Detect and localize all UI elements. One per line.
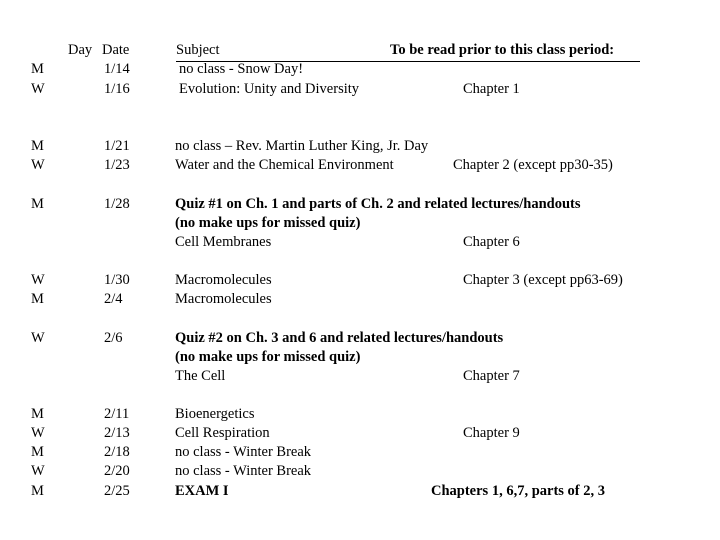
- header-subject: Subject: [176, 42, 220, 58]
- row-subject-topic: Cell Membranes: [175, 234, 272, 250]
- row-day: M: [31, 196, 44, 212]
- row-day: M: [31, 483, 44, 499]
- row-day: W: [31, 157, 45, 173]
- row-date: 1/16: [104, 81, 130, 97]
- row-date: 1/21: [104, 138, 130, 154]
- row-subject-topic: The Cell: [175, 368, 226, 384]
- row-date: 2/20: [104, 463, 130, 479]
- row-subject: Macromolecules: [175, 291, 272, 307]
- row-subject: no class – Rev. Martin Luther King, Jr. Day: [175, 138, 429, 154]
- row-date: 2/6: [104, 330, 123, 346]
- row-day: M: [31, 291, 44, 307]
- row-subject: no class - Snow Day!: [179, 61, 304, 77]
- row-reading: Chapter 9: [463, 425, 520, 441]
- row-subject: Evolution: Unity and Diversity: [179, 81, 360, 97]
- row-reading: Chapter 2 (except pp30-35): [453, 157, 613, 173]
- row-subject: Bioenergetics: [175, 406, 255, 422]
- header-date: Date: [102, 42, 130, 58]
- row-day: M: [31, 406, 44, 422]
- row-date: 2/4: [104, 291, 123, 307]
- row-date: 1/28: [104, 196, 130, 212]
- row-day: W: [31, 330, 45, 346]
- row-subject-note: (no make ups for missed quiz): [175, 349, 361, 365]
- row-date: 1/14: [104, 61, 130, 77]
- row-subject: Water and the Chemical Environment: [175, 157, 394, 173]
- row-date: 2/25: [104, 483, 130, 499]
- row-date: 1/30: [104, 272, 130, 288]
- header-day: Day: [68, 42, 93, 58]
- row-day: W: [31, 272, 45, 288]
- row-date: 1/23: [104, 157, 130, 173]
- row-reading: Chapter 3 (except pp63-69): [463, 272, 623, 288]
- row-day: M: [31, 61, 44, 77]
- row-day: W: [31, 81, 45, 97]
- row-subject: Macromolecules: [175, 272, 272, 288]
- row-subject: Quiz #2 on Ch. 3 and 6 and related lectures/handouts: [175, 330, 504, 346]
- row-day: W: [31, 425, 45, 441]
- row-subject: no class - Winter Break: [175, 463, 312, 479]
- row-day: M: [31, 138, 44, 154]
- row-subject: EXAM I: [175, 483, 229, 499]
- row-subject: no class - Winter Break: [175, 444, 312, 460]
- row-date: 2/13: [104, 425, 130, 441]
- row-day: W: [31, 463, 45, 479]
- row-subject: Cell Respiration: [175, 425, 270, 441]
- header-reading: To be read prior to this class period:: [390, 42, 615, 58]
- row-subject: Quiz #1 on Ch. 1 and parts of Ch. 2 and related lectures/handouts: [175, 196, 581, 212]
- row-day: M: [31, 444, 44, 460]
- row-reading: Chapter 1: [463, 81, 520, 97]
- row-reading: Chapter 7: [463, 368, 520, 384]
- row-reading: Chapters 1, 6,7, parts of 2, 3: [431, 483, 605, 499]
- row-date: 2/18: [104, 444, 130, 460]
- row-subject-note: (no make ups for missed quiz): [175, 215, 361, 231]
- row-date: 2/11: [104, 406, 130, 422]
- row-reading: Chapter 6: [463, 234, 520, 250]
